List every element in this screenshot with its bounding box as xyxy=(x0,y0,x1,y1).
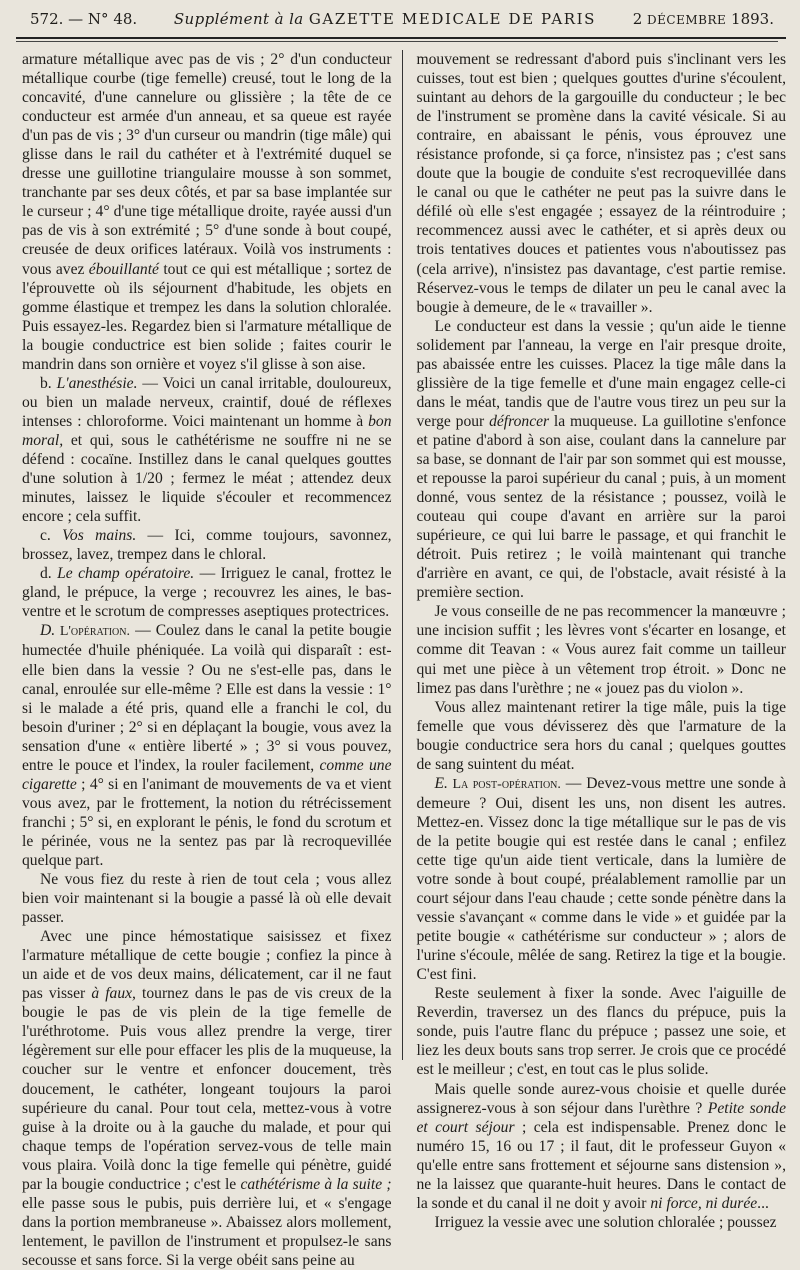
paragraph xyxy=(417,317,787,603)
paragraph xyxy=(417,698,787,774)
paragraph xyxy=(417,602,787,697)
paragraph xyxy=(417,984,787,1079)
paragraph xyxy=(22,374,392,526)
text-run-italic: bon moral, xyxy=(22,412,392,449)
text-run-italic: ébouillanté xyxy=(88,260,159,278)
section-letter: E. xyxy=(434,774,448,792)
text-run: Je vous conseille de ne pas recommencer la manœuvre ; une incision suffit ; les lèvres vont s'écarter en losange, et comme dit Teavan : « Vous aurez fait comme un tailleur qui met une pièce à un vêtement trop étroit. » Donc ne limez pas dans l'urèthre ; ne « jouez pas du violon ». xyxy=(416,603,787,697)
text-run-italic: Petite sonde et court séjour xyxy=(416,1099,786,1136)
section-heading-italic: L'anesthésie. xyxy=(56,374,138,392)
text-run: — Ici, comme toujours, savonnez, brossez, lavez, trempez dans le chloral. xyxy=(22,527,392,564)
date-year: 1893. xyxy=(731,10,774,28)
left-column xyxy=(16,50,392,1269)
text-run-italic: à faux, xyxy=(91,985,136,1003)
section-heading-italic: Vos mains. xyxy=(62,527,137,545)
text-run-italic: cathétérisme à la suite ; xyxy=(240,1175,392,1193)
text-run: — Coulez dans le canal la petite bougie humectée d'huile phéniquée. La voilà qui disparaît : est-elle bien dans la vessie ? Ou ne s'est-elle pas, dans le canal, enroulée sur elle-même ? Elle est dans la vessie : 1° si le malade a été pris, quand elle a franchi le col, du besoin d'uriner ; 2° si en déplaçant la bougie, vous avez la sensation d'une « entière liberté » ; 3° si vous pouvez, entre le pouce et l'index, la rouler facilement, xyxy=(22,622,392,774)
date-day: 2 xyxy=(632,10,643,28)
text-run: Vous allez maintenant retirer la tige mâle, puis la tige femelle que vous dévisserez dès que l'armature de la bougie conductrice sera hors du canal ; quelques gouttes de sang suintent du méat. xyxy=(416,698,787,773)
text-run: ; cela est indispensable. Prenez donc le numéro 15, 16 ou 17 ; il faut, dit le professeur Guyon « qu'elle entre sans frottement et séjourne sans distension », ne la laissez que quarante-huit heures. Dans le contact de la sonde et du canal il ne doit y avoir xyxy=(416,1118,787,1212)
text-run: tout ce qui est métallique ; sortez de l'éprouvette où ils séjournent d'habitude, les objets en gomme élastique et trempez les dans la solution chloralée. Puis essayez-les. Regardez bien si l'armature métallique de la bougie conductrice est bien solide ; faites courir le mandrin dans son ornière et voyez s'il glisse à son aise. xyxy=(22,260,392,373)
text-run: Irriguez la vessie avec une solution chloralée ; poussez xyxy=(434,1213,777,1231)
title-gazette: GAZETTE MEDICALE DE PARIS xyxy=(308,10,597,28)
section-letter: D. xyxy=(40,622,56,640)
text-run: elle passe sous le pubis, puis derrière lui, et « s'engage dans la portion membraneuse ». Abaissez alors mollement, lentement, le pavillon de l'instrument et propulsez-le sans secousse et sans force. Si la verge obéit sans peine au xyxy=(22,1194,392,1269)
header-rule xyxy=(16,41,778,42)
text-run: Reste seulement à fixer la sonde. Avec l'aiguille de Reverdin, traversez un des flancs du prépuce, puis la sonde, puis l'autre flanc du prépuce ; passez une soie, et liez les deux bouts sans trop serrer. Je crois que ce procédé est le meilleur ; c'est, en tout cas le plus solide. xyxy=(416,985,787,1079)
text-run: — Devez-vous mettre une sonde à demeure ? Oui, disent les uns, non disent les autres. Mettez-en. Vissez donc la tige métallique sur le pas de vis de la petite bougie qui est restée dans le canal ; enfilez cette tige qu'un aide tient verticale, dans la lumière de votre sonde à bout coupé, préalablement ramollie par un court séjour dans l'eau chaude ; cette sonde pénètre dans la vessie s'avançant « comme dans le vide » et guidée par la petite bougie « cathétérisme sur conducteur » ; alors de l'urine s'écoule, mêlée de sang. Retirez la tige et la bougie. C'est fini. xyxy=(416,774,787,984)
text-run: armature métallique avec pas de vis ; 2° d'un conducteur métallique courbe (tige femelle) creusé, tout le long de la concavité, d'une cannelure ou glissière ; la tête de ce conducteur est armée d'un anneau, et sa queue est rayée d'un pas de vis ; 3° d'un curseur ou mandrin (tige mâle) qui glisse dans le rail du cathéter et à l'extrémité duquel se dresse une guillotine triangulaire mousse à son sommet, tranchante par ses deux côtés, et par sa base implantée sur le curseur ; 4° d'une tige métallique droite, rayée aussi d'un pas de vis à son extrémité ; 5° d'une sonde à bout coupé, creusée de deux orifices latéraux. Voilà vos instruments : vous avez xyxy=(22,51,392,278)
text-run: la muqueuse. La guillotine s'enfonce et patine d'abord à son aise, coulant dans la cannelure par sa base, se donnant de l'air par son sommet qui est mousse, et repousse la paroi supérieur du canal ; puis, à un moment donné, vous sentez de la résistance ; poussez, voilà le couteau qui coupe d'avant en arrière sur la paroi supérieure, ce qui lui barre le passage, et qui franchit le détroit. Puis retirez ; le voilà maintenant qui tranche d'arrière en avant, ce qui, de l'obstacle, avait résisté à la première section. xyxy=(416,412,787,602)
text-run: ; 4° si en l'animant de mouvements de va et vient vous avez, par le frottement, la notion du rétrécissement franchi ; 5° si, en explorant le pénis, le fond du scrotum et le périnée, vous ne la sentez pas par là recroquevillée quelque part. xyxy=(22,775,392,869)
section-heading-italic: Le champ opératoire. xyxy=(57,565,195,583)
text-run-italic: défroncer xyxy=(489,412,550,430)
text-run: Mais quelle sonde aurez-vous choisie et quelle durée assignerez-vous à son séjour dans l'urèthre ? xyxy=(416,1080,787,1117)
paragraph xyxy=(417,1213,787,1232)
paragraph xyxy=(22,870,392,927)
section-heading-smallcaps: L'opération. xyxy=(55,624,130,640)
paragraph xyxy=(417,774,787,985)
text-run: Le conducteur est dans la vessie ; qu'un aide le tienne solidement par l'anneau, la verge en l'air presque droite, pas abaissée entre les cuisses. Placez la tige mâle dans la glissière de la tige femelle et d'une main engagez celle-ci dans le méat, tandis que de l'autre vous tirez un peu sur la verge pour xyxy=(416,317,787,430)
paragraph xyxy=(22,50,392,374)
paragraph xyxy=(22,927,392,1270)
publication-title xyxy=(174,10,596,28)
text-run-italic: ni force, ni durée xyxy=(650,1194,758,1212)
text-run: Ne vous fiez du reste à rien de tout cela ; vous allez bien voir maintenant si la bougie a passé là où elle devait passer. xyxy=(22,871,392,927)
paragraph xyxy=(22,564,392,621)
column-divider xyxy=(402,50,403,1060)
text-run: ... xyxy=(757,1194,769,1212)
paragraph xyxy=(417,50,787,317)
page-number: 572. — N° 48. xyxy=(30,10,138,28)
article-columns xyxy=(16,50,787,1269)
date-month: DÉCEMBRE xyxy=(647,13,727,27)
paragraph xyxy=(22,526,392,564)
text-run: et qui, sous le cathétérisme ne souffre ni ne se défend : cocaïne. Instillez dans le canal quelques gouttes d'une solution à 1/20 ; fermez le méat ; attendez deux minutes, laissez le liquide s'écouler et recommencez encore ; cela suffit. xyxy=(22,431,392,526)
text-run: b. xyxy=(40,374,57,392)
text-run: tournez dans le pas de vis creux de la bougie le pas de vis plein de la tige femelle de l'uréthrotome. Puis vous allez prendre la verge, tirer légèrement sur elle pour effacer les plis de la muqueuse, la coucher sur le ventre et enfoncer doucement, très doucement, le cathéter, longeant toujours la paroi supérieure du canal. Pour tout cela, mettez-vous à votre guise à la droite ou à la gauche du malade, et pour qui chaque temps de l'opération servez-vous de telle main vous plaira. Voilà donc la tige femelle qui pénètre, guidé par la bougie conductrice ; c'est le xyxy=(22,985,392,1193)
text-run-italic: comme une cigarette xyxy=(22,756,392,793)
text-run: — Irriguez le canal, frottez le gland, le prépuce, la verge ; recouvrez les aines, le bas-ventre et le scrotum de compresses aseptiques protectrices. xyxy=(22,565,392,621)
text-run: mouvement se redressant d'abord puis s'inclinant vers les cuisses, tout est bien ; quelques gouttes d'urine s'écoulent, suintant au dehors de la gargouille du conducteur ; le bec de l'instrument se promène dans la cavité vésicale. Si au contraire, en abaissant le pénis, vous éprouvez une résistance profonde, si ça force, n'insistez pas ; c'est sans doute que la bougie de conduite s'est recroquevillée dans le canal ou que le cathéter ne peut pas la suivre dans le défilé où elle s'est engagée ; essayez de la réintroduire ; recommencez aussi avec le cathéter, et si après deux ou trois tentatives douces et patientes vous n'aboutissez pas (cela arrive), n'insistez pas davantage, c'est partie remise. Réservez-vous le temps de dilater un peu le canal avec la bougie à demeure, de le « travailler ». xyxy=(416,51,787,316)
text-run: c. xyxy=(40,527,63,545)
title-supplement: Supplément à la xyxy=(173,10,304,28)
text-run: Avec une pince hémostatique saisissez et fixez l'armature métallique de cette bougie ; confiez la pince à un aide et de vos deux mains, délicatement, car il ne faut pas visser xyxy=(22,928,392,1003)
page-header xyxy=(16,10,786,39)
paragraph xyxy=(417,1080,787,1213)
text-run: — Voici un canal irritable, douloureux, ou bien un malade nerveux, craintif, doué de réflexes intenses : chloroforme. Voici maintenant un homme à xyxy=(22,374,392,430)
right-column xyxy=(409,50,787,1231)
issue-date xyxy=(633,10,774,28)
text-run: d. xyxy=(40,565,58,583)
paragraph xyxy=(22,621,392,870)
section-heading-smallcaps: La post-opération. xyxy=(447,776,561,792)
